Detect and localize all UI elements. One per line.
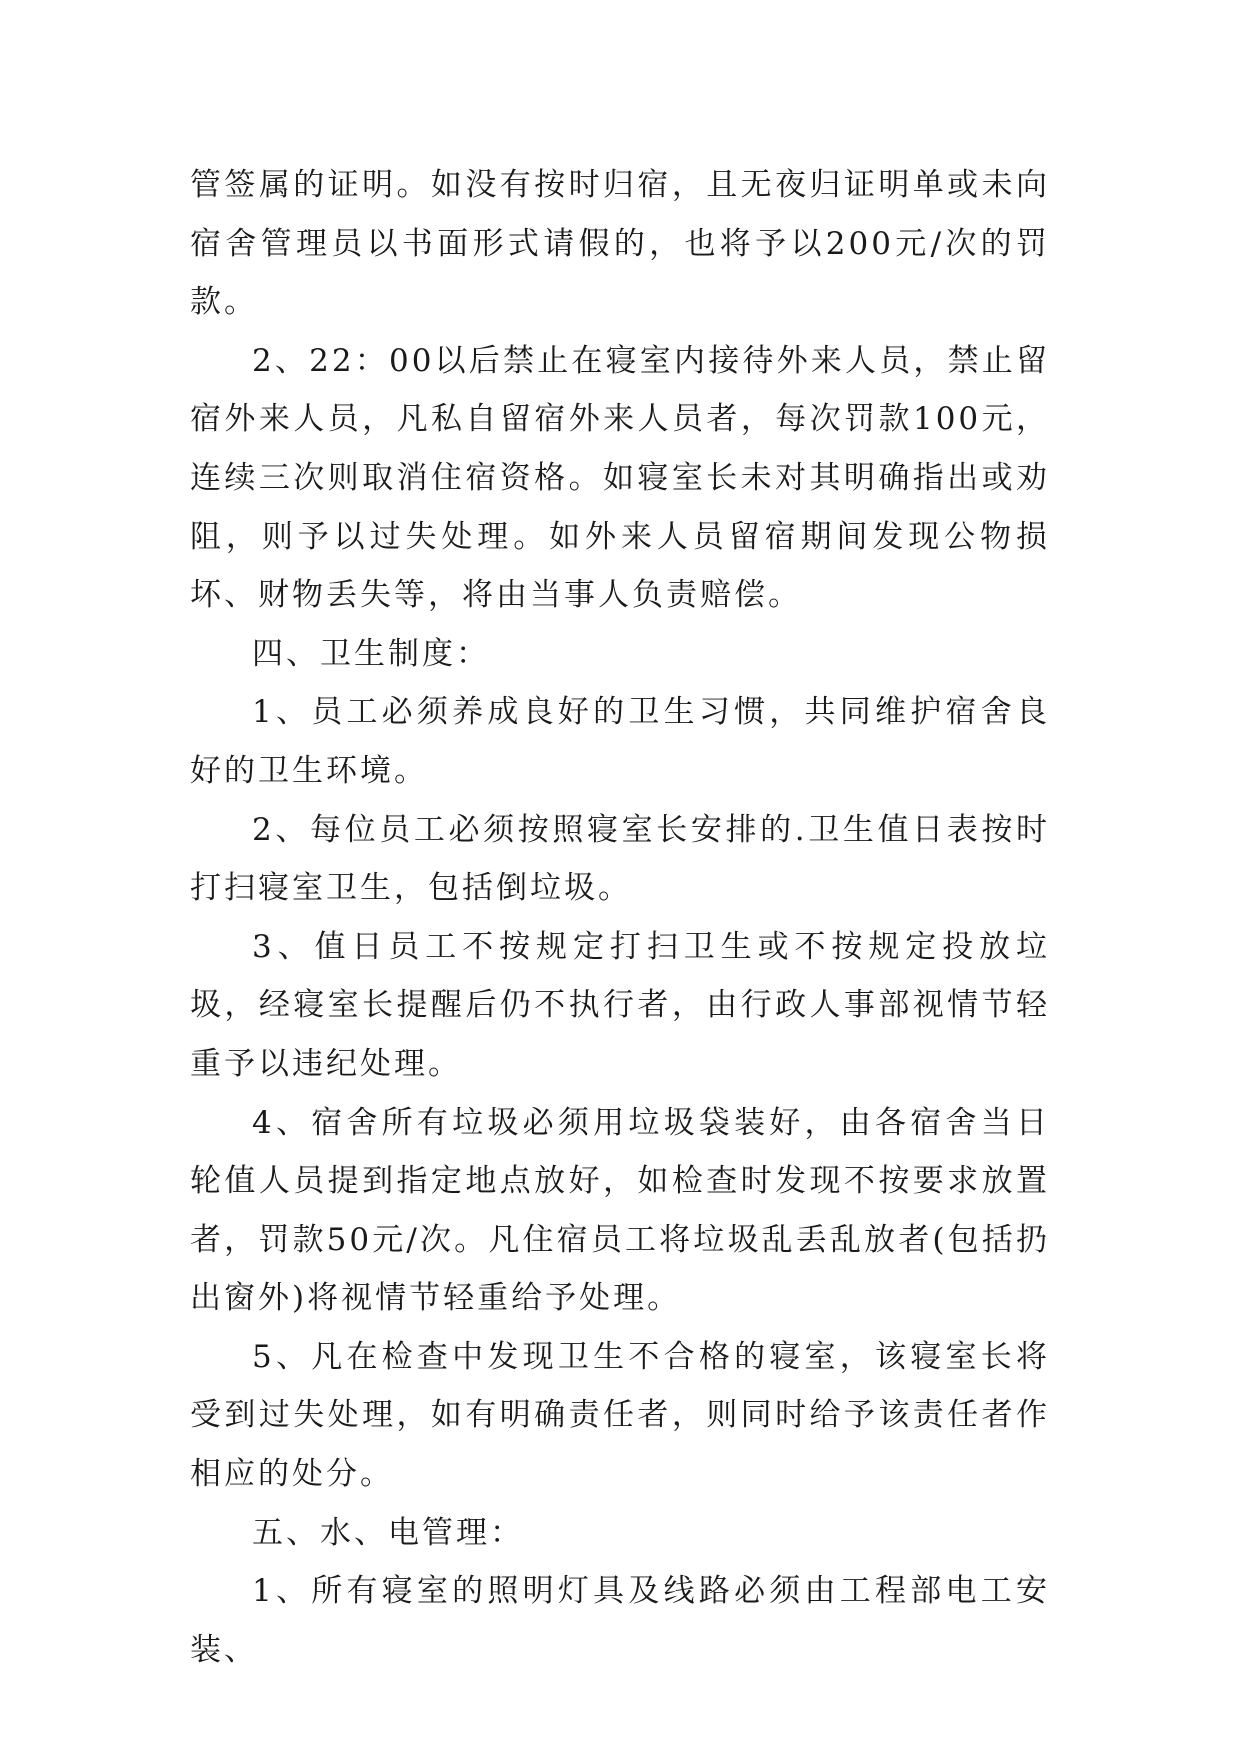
paragraph-hygiene-5: 5、凡在检查中发现卫生不合格的寝室，该寝室长将受到过失处理，如有明确责任者，则同时给予该责任者作相应的处分。 [190,1338,1050,1493]
paragraph-curfew-continued: 管签属的证明。如没有按时归宿，且无夜归证明单或未向宿舍管理员以书面形式请假的，也将予以200元/次的罚款。 [190,167,1050,321]
section-heading-hygiene: 四、卫生制度： [252,635,490,672]
section-heading-utilities: 五、水、电管理： [252,1514,524,1551]
paragraph-hygiene-4: 4、宿舍所有垃圾必须用垃圾袋装好，由各宿舍当日轮值人员提到指定地点放好，如检查时发现不按要求放置者，罚款50元/次。凡住宿员工将垃圾乱丢乱放者(包括扔出窗外)将视情节轻重给予处理。 [190,1104,1050,1317]
paragraph-hygiene-2: 2、每位员工必须按照寝室长安排的.卫生值日表按时打扫寝室卫生，包括倒垃圾。 [190,811,1050,907]
document-body [190,156,1050,1679]
paragraph-hygiene-3: 3、值日员工不按规定打扫卫生或不按规定投放垃圾，经寝室长提醒后仍不执行者，由行政人事部视情节轻重予以违纪处理。 [190,928,1050,1082]
paragraph-hygiene-1: 1、员工必须养成良好的卫生习惯，共同维护宿舍良好的卫生环境。 [190,694,1050,789]
paragraph-utilities-1: 1、所有寝室的照明灯具及线路必须由工程部电工安装、 [190,1573,1050,1668]
paragraph-visitor-rule: 2、22：00以后禁止在寝室内接待外来人员，禁止留宿外来人员，凡私自留宿外来人员者，每次罚款100元，连续三次则取消住宿资格。如寝室长未对其明确指出或劝阻，则予以过失处理。如外来人员留宿期间发现公物损坏、财物丢失等，将由当事人负责赔偿。 [190,342,1050,614]
